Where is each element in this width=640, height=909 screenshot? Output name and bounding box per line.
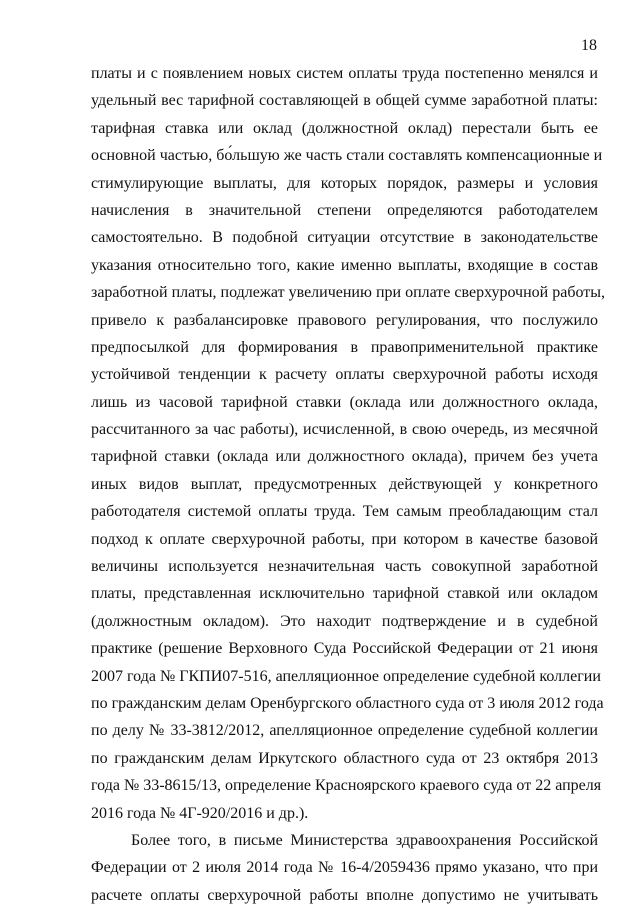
text-line: тарифная ставка или оклад (должностной оклад) перестали быть ее bbox=[91, 119, 598, 137]
page-number: 18 bbox=[581, 37, 597, 54]
text-line: по делу № 33-3812/2012, апелляционное определение судебной коллегии bbox=[91, 722, 598, 740]
text-line: рассчитанного за час работы), исчисленной, в свою очередь, из месячной bbox=[91, 421, 598, 439]
text-line: указания относительно того, какие именно выплаты, входящие в состав bbox=[91, 256, 598, 274]
text-line: 2007 года № ГКПИ07-516, апелляционное определение судебной коллегии bbox=[91, 667, 601, 685]
text-line: начисления в значительной степени определяются работодателем bbox=[91, 201, 598, 219]
text-line: года № 33-8615/13, определение Красноярского краевого суда от 22 апреля bbox=[91, 777, 602, 795]
text-line: предпосылкой для формирования в правоприменительной практике bbox=[91, 338, 598, 356]
text-line: удельный вес тарифной составляющей в общей сумме заработной платы: bbox=[91, 92, 598, 110]
text-line: подход к оплате сверхурочной работы, при котором в качестве базовой bbox=[91, 530, 598, 548]
text-line: по гражданским делам Иркутского областного суда от 23 октября 2013 bbox=[91, 749, 598, 767]
text-line-paragraph-start: Более того, в письме Министерства здравоохранения Российской bbox=[131, 831, 598, 849]
text-line-paragraph-end: 2016 года № 4Г-920/2016 и др.). bbox=[91, 804, 309, 822]
text-line: привело к разбалансировке правового регулирования, что послужило bbox=[91, 311, 598, 329]
text-line: иных видов выплат, предусмотренных действующей у конкретного bbox=[91, 475, 598, 493]
text-line: (должностным окладом). Это находит подтверждение и в судебной bbox=[91, 612, 598, 630]
text-line: лишь из часовой тарифной ставки (оклада или должностного оклада, bbox=[91, 393, 598, 411]
text-line: основной частью, бо́льшую же часть стали составлять компенсационные и bbox=[91, 147, 603, 165]
text-line: устойчивой тенденции к расчету оплаты сверхурочной работы исходя bbox=[91, 366, 598, 384]
text-line: работодателя системой оплаты труда. Тем самым преобладающим стал bbox=[91, 503, 598, 521]
text-line: самостоятельно. В подобной ситуации отсутствие в законодательстве bbox=[91, 229, 598, 247]
text-line: расчете оплаты сверхурочной работы вполне допустимо не учитывать bbox=[91, 886, 598, 904]
text-line: по гражданским делам Оренбургского областного суда от 3 июля 2012 года bbox=[91, 694, 604, 712]
text-line: платы, представленная исключительно тарифной ставкой или окладом bbox=[91, 585, 598, 603]
text-line: заработной платы, подлежат увеличению при оплате сверхурочной работы, bbox=[91, 284, 605, 302]
text-line: Федерации от 2 июля 2014 года № 16-4/2059436 прямо указано, что при bbox=[91, 859, 598, 877]
text-line: практике (решение Верховного Суда Российской Федерации от 21 июня bbox=[91, 640, 598, 658]
text-line: платы и с появлением новых систем оплаты труда постепенно менялся и bbox=[91, 65, 598, 82]
text-line: стимулирующие выплаты, для которых порядок, размеры и условия bbox=[91, 174, 598, 192]
body-text bbox=[91, 60, 605, 909]
text-line: тарифной ставки (оклада или должностного оклада), причем без учета bbox=[91, 448, 598, 466]
text-line: величины используется незначительная часть совокупной заработной bbox=[91, 558, 598, 576]
